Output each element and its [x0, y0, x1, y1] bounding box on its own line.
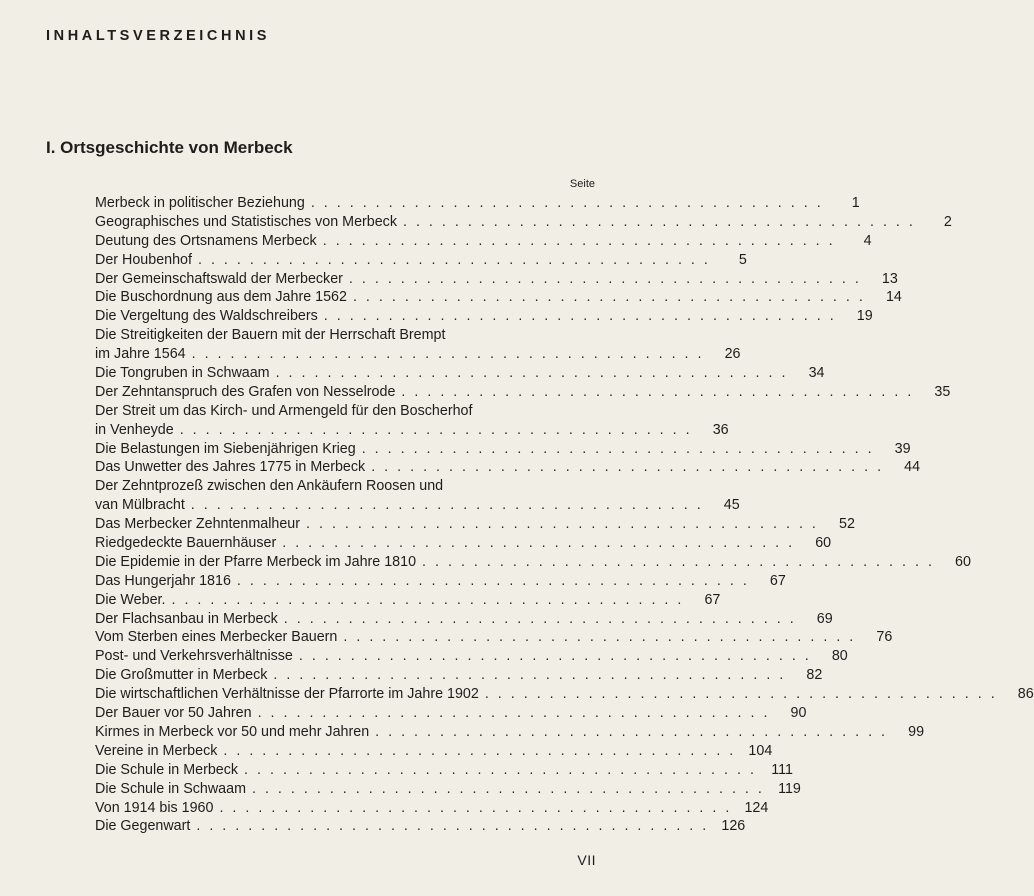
toc-heading: INHALTSVERZEICHNIS [46, 28, 271, 44]
toc-entry-title: Die Tongruben in Schwaam [95, 365, 270, 382]
toc-entry-title: Das Merbecker Zehntenmalheur [95, 516, 301, 533]
toc-entry-title: Die Buschordnung aus dem Jahre 1562 [95, 289, 347, 306]
toc-entry-title: Merbeck in politischer Beziehung [95, 195, 305, 211]
toc-entry-line [95, 591, 721, 610]
toc-entry-title: Der Bauer vor 50 Jahren [95, 705, 252, 722]
toc-entry-line [95, 723, 925, 742]
dot-leader: ........................................ [375, 723, 895, 740]
toc-entry-title: Deutung des Ortsnamens Merbeck [95, 232, 317, 249]
toc-entry [95, 477, 740, 515]
toc-entry [95, 307, 873, 326]
toc-entry-title: in Venheyde [95, 421, 174, 438]
dot-leader: ........................................ [197, 251, 717, 268]
toc-entry-title: Vom Sterben eines Merbecker Bauern [95, 629, 338, 646]
toc-entry-line [95, 345, 741, 364]
toc-entry [95, 780, 801, 799]
toc-entry-title: Geographisches und Statistisches von Merbeck [95, 213, 397, 230]
toc-entry-title: im Jahre 1564 [95, 346, 186, 363]
toc-entry-page: 124 [744, 799, 769, 816]
toc-entry-line [95, 288, 902, 307]
toc-entry-page: 52 [839, 516, 855, 533]
dot-leader: ........................................ [251, 780, 771, 797]
toc-entry-page: 82 [806, 667, 823, 684]
toc-entry-line [95, 799, 769, 818]
toc-entry [95, 402, 729, 440]
toc-entry [95, 194, 860, 213]
toc-entry [95, 383, 951, 402]
dot-leader: ........................................ [306, 516, 825, 533]
toc-entry-page: 99 [908, 723, 925, 740]
toc-entry-title: Riedgedeckte Bauernhäuser [95, 535, 277, 552]
dot-leader: ........................................ [191, 346, 711, 363]
toc-entry-page: 80 [831, 648, 848, 665]
toc-entry-line [95, 817, 746, 836]
toc-entry-page: 69 [816, 610, 833, 627]
toc-entry [95, 761, 793, 780]
toc-entry-page: 45 [723, 497, 740, 514]
toc-entry [95, 799, 769, 818]
toc-entry-title: Der Flachsanbau in Merbeck [95, 610, 278, 627]
toc-entry [95, 572, 786, 591]
toc-entry-line [95, 553, 971, 572]
toc-entry-title: Die Großmutter in Merbeck [95, 667, 268, 684]
toc-entry-line [95, 647, 848, 666]
toc-entry-title: Der Houbenhof [95, 251, 192, 268]
toc-entry-page: 60 [815, 535, 832, 552]
dot-leader: ........................................ [236, 572, 756, 589]
toc-entry [95, 628, 893, 647]
toc-entry [95, 723, 925, 742]
toc-entry-line [95, 421, 729, 440]
dot-leader: ........................................ [223, 742, 743, 759]
toc-entry-line [95, 440, 911, 459]
dot-leader: ........................................ [171, 591, 691, 608]
toc-entry-title: Die Schule in Schwaam [95, 780, 246, 797]
toc-entry [95, 288, 902, 307]
dot-leader: ........................................ [282, 535, 802, 552]
toc-entry-page: 90 [790, 705, 807, 722]
toc-entry-title: Der Streit um das Kirch- und Armengeld für den Boscherhof [95, 402, 473, 419]
dot-leader: ........................................ [402, 213, 922, 230]
dot-leader: ........................................ [219, 799, 739, 816]
toc-entry-page: 13 [881, 270, 898, 287]
dot-leader: ........................................ [323, 308, 843, 325]
toc-entry-line [95, 704, 807, 723]
toc-entry-page: 4 [863, 232, 872, 249]
toc-entry-title: Der Gemeinschaftswald der Merbecker [95, 270, 343, 287]
toc-entry-page: 1 [851, 195, 860, 211]
dot-leader: ........................................ [273, 667, 793, 684]
toc-entry [95, 704, 807, 723]
toc-entry-line [95, 458, 921, 477]
toc-entry-page: 126 [721, 818, 746, 835]
dot-leader: ........................................ [322, 232, 842, 249]
toc-entry-line [95, 761, 793, 780]
page-number: VII [577, 852, 596, 868]
toc-entry-page: 19 [856, 308, 873, 325]
toc-entry [95, 553, 971, 572]
toc-entry-page: 36 [712, 421, 729, 438]
dot-leader: ........................................ [283, 610, 803, 627]
toc-entry-title: Der Zehntprozeß zwischen den Ankäufern Roosen und [95, 478, 444, 495]
toc-entry-title: Die Vergeltung des Waldschreibers [95, 308, 318, 325]
toc-entry [95, 440, 911, 459]
dot-leader: ........................................ [361, 440, 881, 457]
toc-entry-page: 34 [808, 365, 825, 382]
toc-entry-page: 67 [769, 572, 786, 589]
toc-entry-line [95, 213, 952, 232]
toc-entry-line [95, 780, 801, 799]
dot-leader: ........................................ [422, 553, 941, 570]
toc-entry-line [95, 610, 833, 629]
toc-entry-title: van Mülbracht [95, 497, 185, 514]
dot-leader: ........................................ [401, 383, 921, 400]
toc-entry-page: 60 [955, 553, 971, 570]
toc-entry-title: Die Belastungen im Siebenjährigen Krieg [95, 440, 356, 457]
toc-entry-title: Die Streitigkeiten der Bauern mit der Herrschaft Brempt [95, 327, 446, 344]
toc-entry-page: 14 [885, 289, 902, 306]
toc-entry-title: Die Epidemie in der Pfarre Merbeck im Jahre 1810 [95, 553, 417, 570]
toc-entry-title: Post- und Verkehrsverhältnisse [95, 648, 293, 665]
toc-entry-line [95, 628, 893, 647]
toc-entry-line [95, 307, 873, 326]
toc-entry-line [95, 477, 595, 496]
dot-leader: ........................................ [190, 497, 710, 514]
toc-entry-title: Das Hungerjahr 1816 [95, 572, 231, 589]
dot-leader: ........................................ [371, 459, 891, 476]
dot-leader: ........................................ [343, 629, 863, 646]
toc-entry [95, 742, 773, 761]
toc-entry-line [95, 270, 898, 289]
toc-entry-page: 5 [738, 251, 747, 268]
toc-entry-title: Der Zehntanspruch des Grafen von Nesselrode [95, 383, 396, 400]
toc-entry-line [95, 666, 823, 685]
toc-entry-title: Die Schule in Merbeck [95, 761, 239, 778]
dot-leader: ........................................ [348, 270, 868, 287]
toc-entry [95, 817, 746, 836]
toc-entry-title: Die Weber. [95, 591, 166, 608]
toc-entry [95, 458, 921, 477]
toc-entry-page: 2 [943, 213, 952, 230]
toc-entry-page: 119 [778, 780, 801, 797]
toc-entry-line [95, 572, 786, 591]
toc-entry [95, 213, 952, 232]
dot-leader: ........................................ [484, 686, 1004, 703]
toc-entry-page: 39 [894, 440, 911, 457]
toc-entry-page: 26 [724, 346, 741, 363]
toc-entry-title: Die Gegenwart [95, 818, 191, 835]
toc-entry-line [95, 742, 773, 761]
dot-leader: ........................................ [179, 421, 699, 438]
toc-list [95, 194, 1034, 836]
toc-entry-line [95, 402, 595, 421]
toc-entry [95, 666, 823, 685]
dot-leader: ........................................ [310, 195, 830, 211]
toc-entry [95, 610, 833, 629]
toc-entry-page: 67 [704, 591, 721, 608]
toc-entry-line [95, 383, 951, 402]
toc-entry [95, 364, 825, 383]
dot-leader: ........................................ [257, 705, 777, 722]
dot-leader: ........................................ [244, 761, 763, 778]
toc-entry [95, 270, 898, 289]
toc-entry-title: Kirmes in Merbeck vor 50 und mehr Jahren [95, 723, 370, 740]
toc-entry [95, 232, 872, 251]
toc-entry-line [95, 515, 855, 534]
toc-entry [95, 647, 848, 666]
toc-entry-line [95, 194, 860, 213]
toc-entry [95, 591, 721, 610]
toc-entry-line [95, 534, 832, 553]
dot-leader: ........................................ [275, 365, 795, 382]
toc-entry-page: 86 [1017, 686, 1034, 703]
toc-entry [95, 685, 1034, 704]
toc-entry-page: 111 [771, 761, 793, 778]
toc-entry [95, 534, 832, 553]
toc-entry [95, 515, 855, 534]
dot-leader: ........................................ [196, 818, 716, 835]
toc-entry-line [95, 496, 740, 515]
toc-entry-line [95, 251, 747, 270]
toc-entry [95, 326, 741, 364]
toc-entry-page: 35 [934, 383, 951, 400]
toc-entry-page: 44 [904, 459, 921, 476]
toc-entry-page: 76 [876, 629, 893, 646]
toc-entry-page: 104 [748, 742, 773, 759]
dot-leader: ........................................ [352, 289, 872, 306]
toc-entry-title: Vereine in Merbeck [95, 742, 218, 759]
page-column-label: Seite [569, 178, 595, 190]
toc-entry-title: Das Unwetter des Jahres 1775 in Merbeck [95, 459, 366, 476]
toc-entry-line [95, 685, 1034, 704]
toc-entry-title: Die wirtschaftlichen Verhältnisse der Pfarrorte im Jahre 1902 [95, 686, 479, 703]
toc-entry [95, 251, 747, 270]
toc-entry-line [95, 326, 595, 345]
toc-entry-title: Von 1914 bis 1960 [95, 799, 214, 816]
section-title: I. Ortsgeschichte von Merbeck [46, 138, 293, 157]
toc-entry-line [95, 232, 872, 251]
toc-entry-line [95, 364, 825, 383]
dot-leader: ........................................ [298, 648, 818, 665]
